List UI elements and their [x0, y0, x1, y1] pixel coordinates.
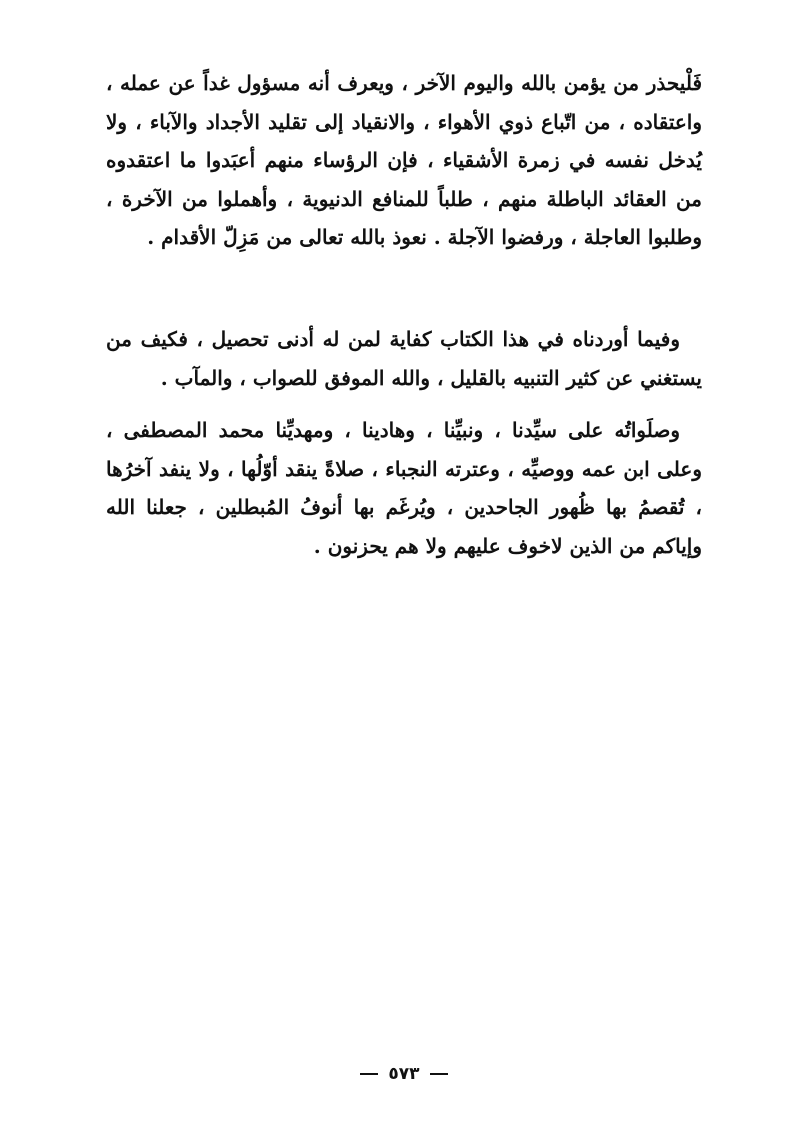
page-number: ٥٧٣: [388, 1064, 420, 1084]
paragraph: وفيما أوردناه في هذا الكتاب كفاية لمن له أدنى تحصيل ، فكيف من يستغني عن كثير التنبيه بالقليل ، والله الموفق للصواب ، والمآب .: [106, 327, 702, 390]
paragraph: فَلْيحذر من يؤمن بالله واليوم الآخر ، ويعرف أنه مسؤول غداً عن عمله ، واعتقاده ، من اتّباع ذوي الأهواء ، والانقياد إلى تقليد الأجداد والآباء ، ولا يُدخل نفسه في زمرة الأشقياء ، فإن الرؤساء منهم أعبَدوا ما اعتقدوه من العقائد الباطلة منهم ، طلباً للمنافع الدنيوية ، وأهملوا من الآخرة ، وطلبوا العاجلة ، ورفضوا الآجلة . نعوذ بالله تعالى من مَزِلّ الأقدام .: [106, 71, 702, 249]
paragraph-block-3: [106, 411, 702, 565]
footer-dash-right: [360, 1073, 378, 1075]
paragraph-block-2: [106, 320, 702, 397]
footer-dash-left: [430, 1073, 448, 1075]
paragraph-block-1: [106, 64, 702, 257]
paragraph: وصلَواتُه على سيِّدنا ، ونبيِّنا ، وهادينا ، ومهديِّنا محمد المصطفى ، وعلى ابن عمه ووصيِّه ، وعترته النجباء ، صلاةً ينقد أوّلُها ، ولا ينفد آخرُها ، تُقصمُ بها ظُهور الجاحدين ، ويُرغَم بها أنوفُ المُبطلين ، جعلنا الله وإياكم من الذين لاخوف عليهم ولا هم يحزنون .: [106, 418, 702, 558]
page-footer: [0, 1064, 808, 1084]
